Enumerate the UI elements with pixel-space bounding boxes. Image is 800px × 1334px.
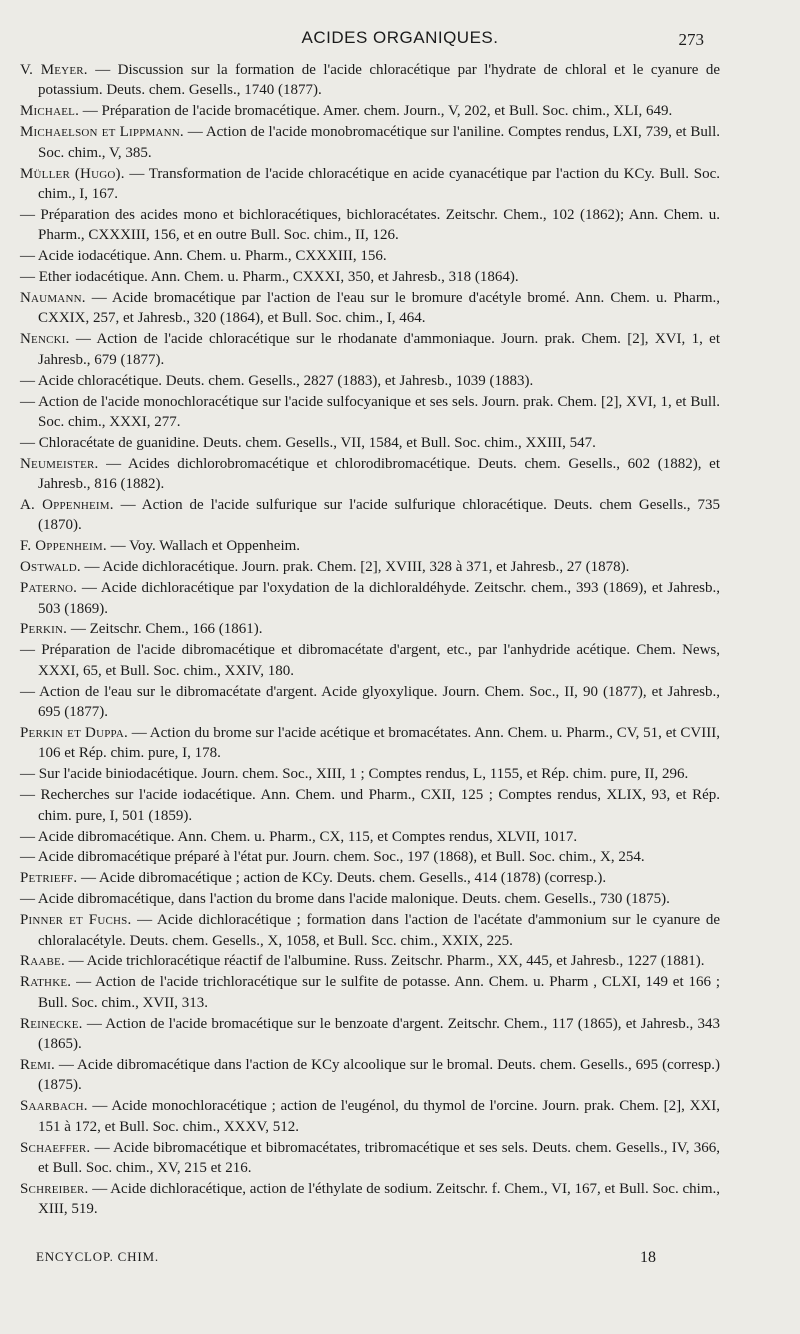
entry-author: Naumann. bbox=[20, 289, 86, 306]
bibliography-entry bbox=[20, 267, 720, 287]
bibliography-entry bbox=[20, 1138, 720, 1179]
entry-text: — Voy. Wallach et Oppenheim. bbox=[106, 538, 301, 555]
bibliography-entry bbox=[20, 392, 720, 433]
entry-text: — Discussion sur la formation de l'acide chloracétique par l'hydrate de chloral et le cyanure de potassium. Deuts. chem. Gesells., 1740 (1877). bbox=[38, 62, 720, 99]
entry-text: — Chloracétate de guanidine. Deuts. chem. Gesells., VII, 1584, et Bull. Soc. chim., XXIII, 547. bbox=[20, 434, 596, 451]
entry-author: Raabe. bbox=[20, 953, 65, 970]
entry-author: Ostwald. bbox=[20, 559, 81, 576]
bibliography-entry bbox=[20, 205, 720, 246]
page-header bbox=[0, 28, 800, 52]
bibliography-entry bbox=[20, 1096, 720, 1137]
entry-text: — Recherches sur l'acide iodacétique. Ann. Chem. und Pharm., CXII, 125 ; Comptes rendus, XLIX, 93, et Rép. chim. pure, I, 501 (1859). bbox=[20, 787, 720, 824]
entry-author: Schreiber. bbox=[20, 1180, 89, 1197]
entry-author: Petrieff. bbox=[20, 870, 78, 887]
entry-text: — Acide dichloracétique par l'oxydation de la dichloraldéhyde. Zeitschr. chem., 393 (1869), et Jahresb., 503 (1869). bbox=[38, 580, 720, 617]
entry-author: A. Oppenheim. bbox=[20, 497, 114, 514]
entry-text: — Action de l'acide chloracétique sur le rhodanate d'ammoniaque. Journ. prak. Chem. [2], XVI, 1, et Jahresb., 679 (1877). bbox=[38, 331, 720, 368]
entry-author: Pinner et Fuchs. bbox=[20, 912, 132, 929]
bibliography-entry bbox=[20, 578, 720, 619]
page-number: 273 bbox=[678, 30, 704, 49]
bibliography-entry bbox=[20, 827, 720, 847]
entry-text: — Sur l'acide biniodacétique. Journ. chem. Soc., XIII, 1 ; Comptes rendus, L, 1155, et Rép. chim. pure, II, 296. bbox=[20, 766, 689, 783]
bibliography-entry bbox=[20, 288, 720, 329]
bibliography-entry bbox=[20, 723, 720, 764]
bibliography-entry bbox=[20, 682, 720, 723]
bibliography-entry bbox=[20, 60, 720, 101]
entry-text: — Préparation de l'acide dibromacétique et dibromacétate d'argent, etc., par l'anhydride acétique. Chem. News, XXXI, 65, et Bull. Soc. chim., XXIV, 180. bbox=[20, 642, 720, 679]
entry-text: — Transformation de l'acide chloracétique en acide cyanacétique par l'action du KCy. Bull. Soc. chim., I, 167. bbox=[38, 165, 720, 202]
bibliography-entry bbox=[20, 972, 720, 1013]
entry-author: V. Meyer. bbox=[20, 62, 88, 78]
entry-author: Michael. bbox=[20, 103, 80, 120]
bibliography-entry bbox=[20, 101, 720, 121]
bibliography-entry bbox=[20, 785, 720, 826]
entry-text: — Acide dichloracétique ; formation dans l'action de l'acétate d'ammonium sur le cyanure de chloralacétyle. Deuts. chem. Gesells., X, 1058, et Bull. Scc. chim., XXIX, 225. bbox=[38, 912, 720, 949]
entry-text: — Action de l'acide bromacétique sur le benzoate d'argent. Zeitschr. Chem., 117 (1865), et Jahresb., 343 (1865). bbox=[38, 1015, 720, 1053]
bibliography-entry bbox=[20, 910, 720, 951]
bibliography-entry bbox=[20, 868, 720, 888]
entry-text: — Action de l'acide sulfurique sur l'acide sulfurique chloracétique. Deuts. chem Gesells., 735 (1870). bbox=[38, 497, 720, 534]
entry-text: — Acide dichloracétique, action de l'éthylate de sodium. Zeitschr. f. Chem., VI, 167, et Bull. Soc. chim., XIII, 519. bbox=[38, 1180, 720, 1218]
entry-text: — Zeitschr. Chem., 166 (1861). bbox=[67, 621, 263, 638]
bibliography-entry bbox=[20, 329, 720, 370]
entry-author: F. Oppenheim. bbox=[20, 538, 107, 555]
bibliography-entry bbox=[20, 454, 720, 495]
bibliography-entry bbox=[20, 889, 720, 909]
entry-author: Reinecke. bbox=[20, 1015, 83, 1032]
entry-text: — Préparation des acides mono et bichloracétiques, bichloracétates. Zeitschr. Chem., 102 (1862); Ann. Chem. u. Pharm., CXXXIII, 156, et en outre Bull. Soc. chim., II, 126. bbox=[20, 206, 720, 244]
entry-author: Saarbach. bbox=[20, 1098, 88, 1115]
bibliography-entry bbox=[20, 495, 720, 536]
bibliography-entry bbox=[20, 371, 720, 391]
entry-author: Neumeister. bbox=[20, 455, 99, 472]
entry-text: — Action de l'acide monochloracétique sur l'acide sulfocyanique et ses sels. Journ. prak. Chem. [2], XVI, 1, et Bull. Soc. chim., XXXI, 277. bbox=[20, 393, 720, 430]
entry-author: Nencki. bbox=[20, 331, 70, 348]
entry-author: Perkin et Duppa. bbox=[20, 725, 128, 741]
entry-text: — Action de l'acide monobromacétique sur l'aniline. Comptes rendus, LXI, 739, et Bull. Soc. chim., V, 385. bbox=[38, 124, 720, 161]
entry-text: — Acide chloracétique. Deuts. chem. Gesells., 2827 (1883), et Jahresb., 1039 (1883). bbox=[20, 372, 534, 389]
entry-text: — Acide dibromacétique ; action de KCy. Deuts. chem. Gesells., 414 (1878) (corresp.). bbox=[77, 870, 607, 887]
entry-author: Rathke. bbox=[20, 974, 72, 991]
bibliography-entry bbox=[20, 640, 720, 681]
bibliography-list bbox=[20, 60, 720, 1220]
entry-author: Schaeffer. bbox=[20, 1139, 91, 1156]
entry-text: — Acide dichloracétique. Journ. prak. Chem. [2], XVIII, 328 à 371, et Jahresb., 27 (1878). bbox=[80, 559, 630, 576]
bibliography-entry bbox=[20, 557, 720, 577]
bibliography-entry bbox=[20, 764, 720, 784]
entry-author: Remi. bbox=[20, 1057, 55, 1073]
entry-text: — Action de l'acide trichloracétique sur le sulfite de potasse. Ann. Chem. u. Pharm , CLXI, 149 et 166 ; Bull. Soc. chim., XVII, 313. bbox=[38, 974, 720, 1011]
entry-text: — Préparation de l'acide bromacétique. Amer. chem. Journ., V, 202, et Bull. Soc. chim., XLI, 649. bbox=[79, 103, 673, 120]
bibliography-entry bbox=[20, 619, 720, 639]
bibliography-entry bbox=[20, 246, 720, 266]
entry-text: — Acide bromacétique par l'action de l'eau sur le bromure d'acétyle bromé. Ann. Chem. u. Pharm., CXXIX, 257, et Jahresb., 320 (1864), et Bull. Soc. chim., I, 464. bbox=[38, 289, 720, 327]
entry-author: Müller (Hugo). bbox=[20, 165, 125, 182]
entry-text: — Acide bibromacétique et bibromacétates, tribromacétique et ses sels. Deuts. chem. Gesells., IV, 366, et Bull. Soc. chim., XV, 215 et 216. bbox=[38, 1139, 720, 1177]
entry-text: — Acide iodacétique. Ann. Chem. u. Pharm., CXXXIII, 156. bbox=[20, 248, 387, 265]
entry-text: — Ether iodacétique. Ann. Chem. u. Pharm., CXXXI, 350, et Jahresb., 318 (1864). bbox=[20, 269, 519, 286]
bibliography-entry bbox=[20, 122, 720, 163]
bibliography-entry bbox=[20, 433, 720, 453]
entry-text: — Acide dibromacétique. Ann. Chem. u. Pharm., CX, 115, et Comptes rendus, XLVII, 1017. bbox=[20, 828, 578, 845]
sheet-number: 18 bbox=[640, 1249, 656, 1266]
entry-text: — Acide dibromacétique préparé à l'état pur. Journ. chem. Soc., 197 (1868), et Bull. Soc. chim., X, 254. bbox=[20, 849, 645, 866]
bibliography-entry bbox=[20, 951, 720, 971]
entry-text: — Acide dibromacétique, dans l'action du brome dans l'acide malonique. Deuts. chem. Gesells., 730 (1875). bbox=[20, 891, 670, 908]
entry-author: Perkin. bbox=[20, 621, 68, 638]
entry-text: — Acides dichlorobromacétique et chlorodibromacétique. Deuts. chem. Gesells., 602 (1882), et Jahresb., 816 (1882). bbox=[38, 455, 720, 493]
bibliography-entry bbox=[20, 847, 720, 867]
entry-text: — Action du brome sur l'acide acétique et bromacétates. Ann. Chem. u. Pharm., CV, 51, et CVIII, 106 et Rép. chim. pure, I, 178. bbox=[38, 725, 720, 762]
entry-text: — Acide monochloracétique ; action de l'eugénol, du thymol de l'orcine. Journ. prak. Chem. [2], XXI, 151 à 172, et Bull. Soc. chim., XXXV, 512. bbox=[38, 1098, 720, 1135]
entry-text: — Acide dibromacétique dans l'action de KCy alcoolique sur le bromal. Deuts. chem. Gesells., 695 (corresp.) (1875). bbox=[38, 1057, 720, 1094]
bibliography-entry bbox=[20, 1055, 720, 1096]
bibliography-entry bbox=[20, 1179, 720, 1220]
signature-mark: ENCYCLOP. CHIM. bbox=[36, 1249, 159, 1264]
bibliography-entry bbox=[20, 536, 720, 556]
entry-text: — Acide trichloracétique réactif de l'albumine. Russ. Zeitschr. Pharm., XX, 445, et Jahresb., 1227 (1881). bbox=[64, 953, 705, 970]
entry-text: — Action de l'eau sur le dibromacétate d'argent. Acide glyoxylique. Journ. Chem. Soc., II, 90 (1877), et Jahresb., 695 (1877). bbox=[20, 683, 720, 721]
running-title: ACIDES ORGANIQUES. bbox=[301, 28, 499, 47]
entry-author: Michaelson et Lippmann. bbox=[20, 124, 184, 141]
bibliography-entry bbox=[20, 1014, 720, 1055]
bibliography-entry bbox=[20, 164, 720, 205]
page-footer bbox=[36, 1249, 656, 1269]
entry-author: Paterno. bbox=[20, 580, 78, 597]
